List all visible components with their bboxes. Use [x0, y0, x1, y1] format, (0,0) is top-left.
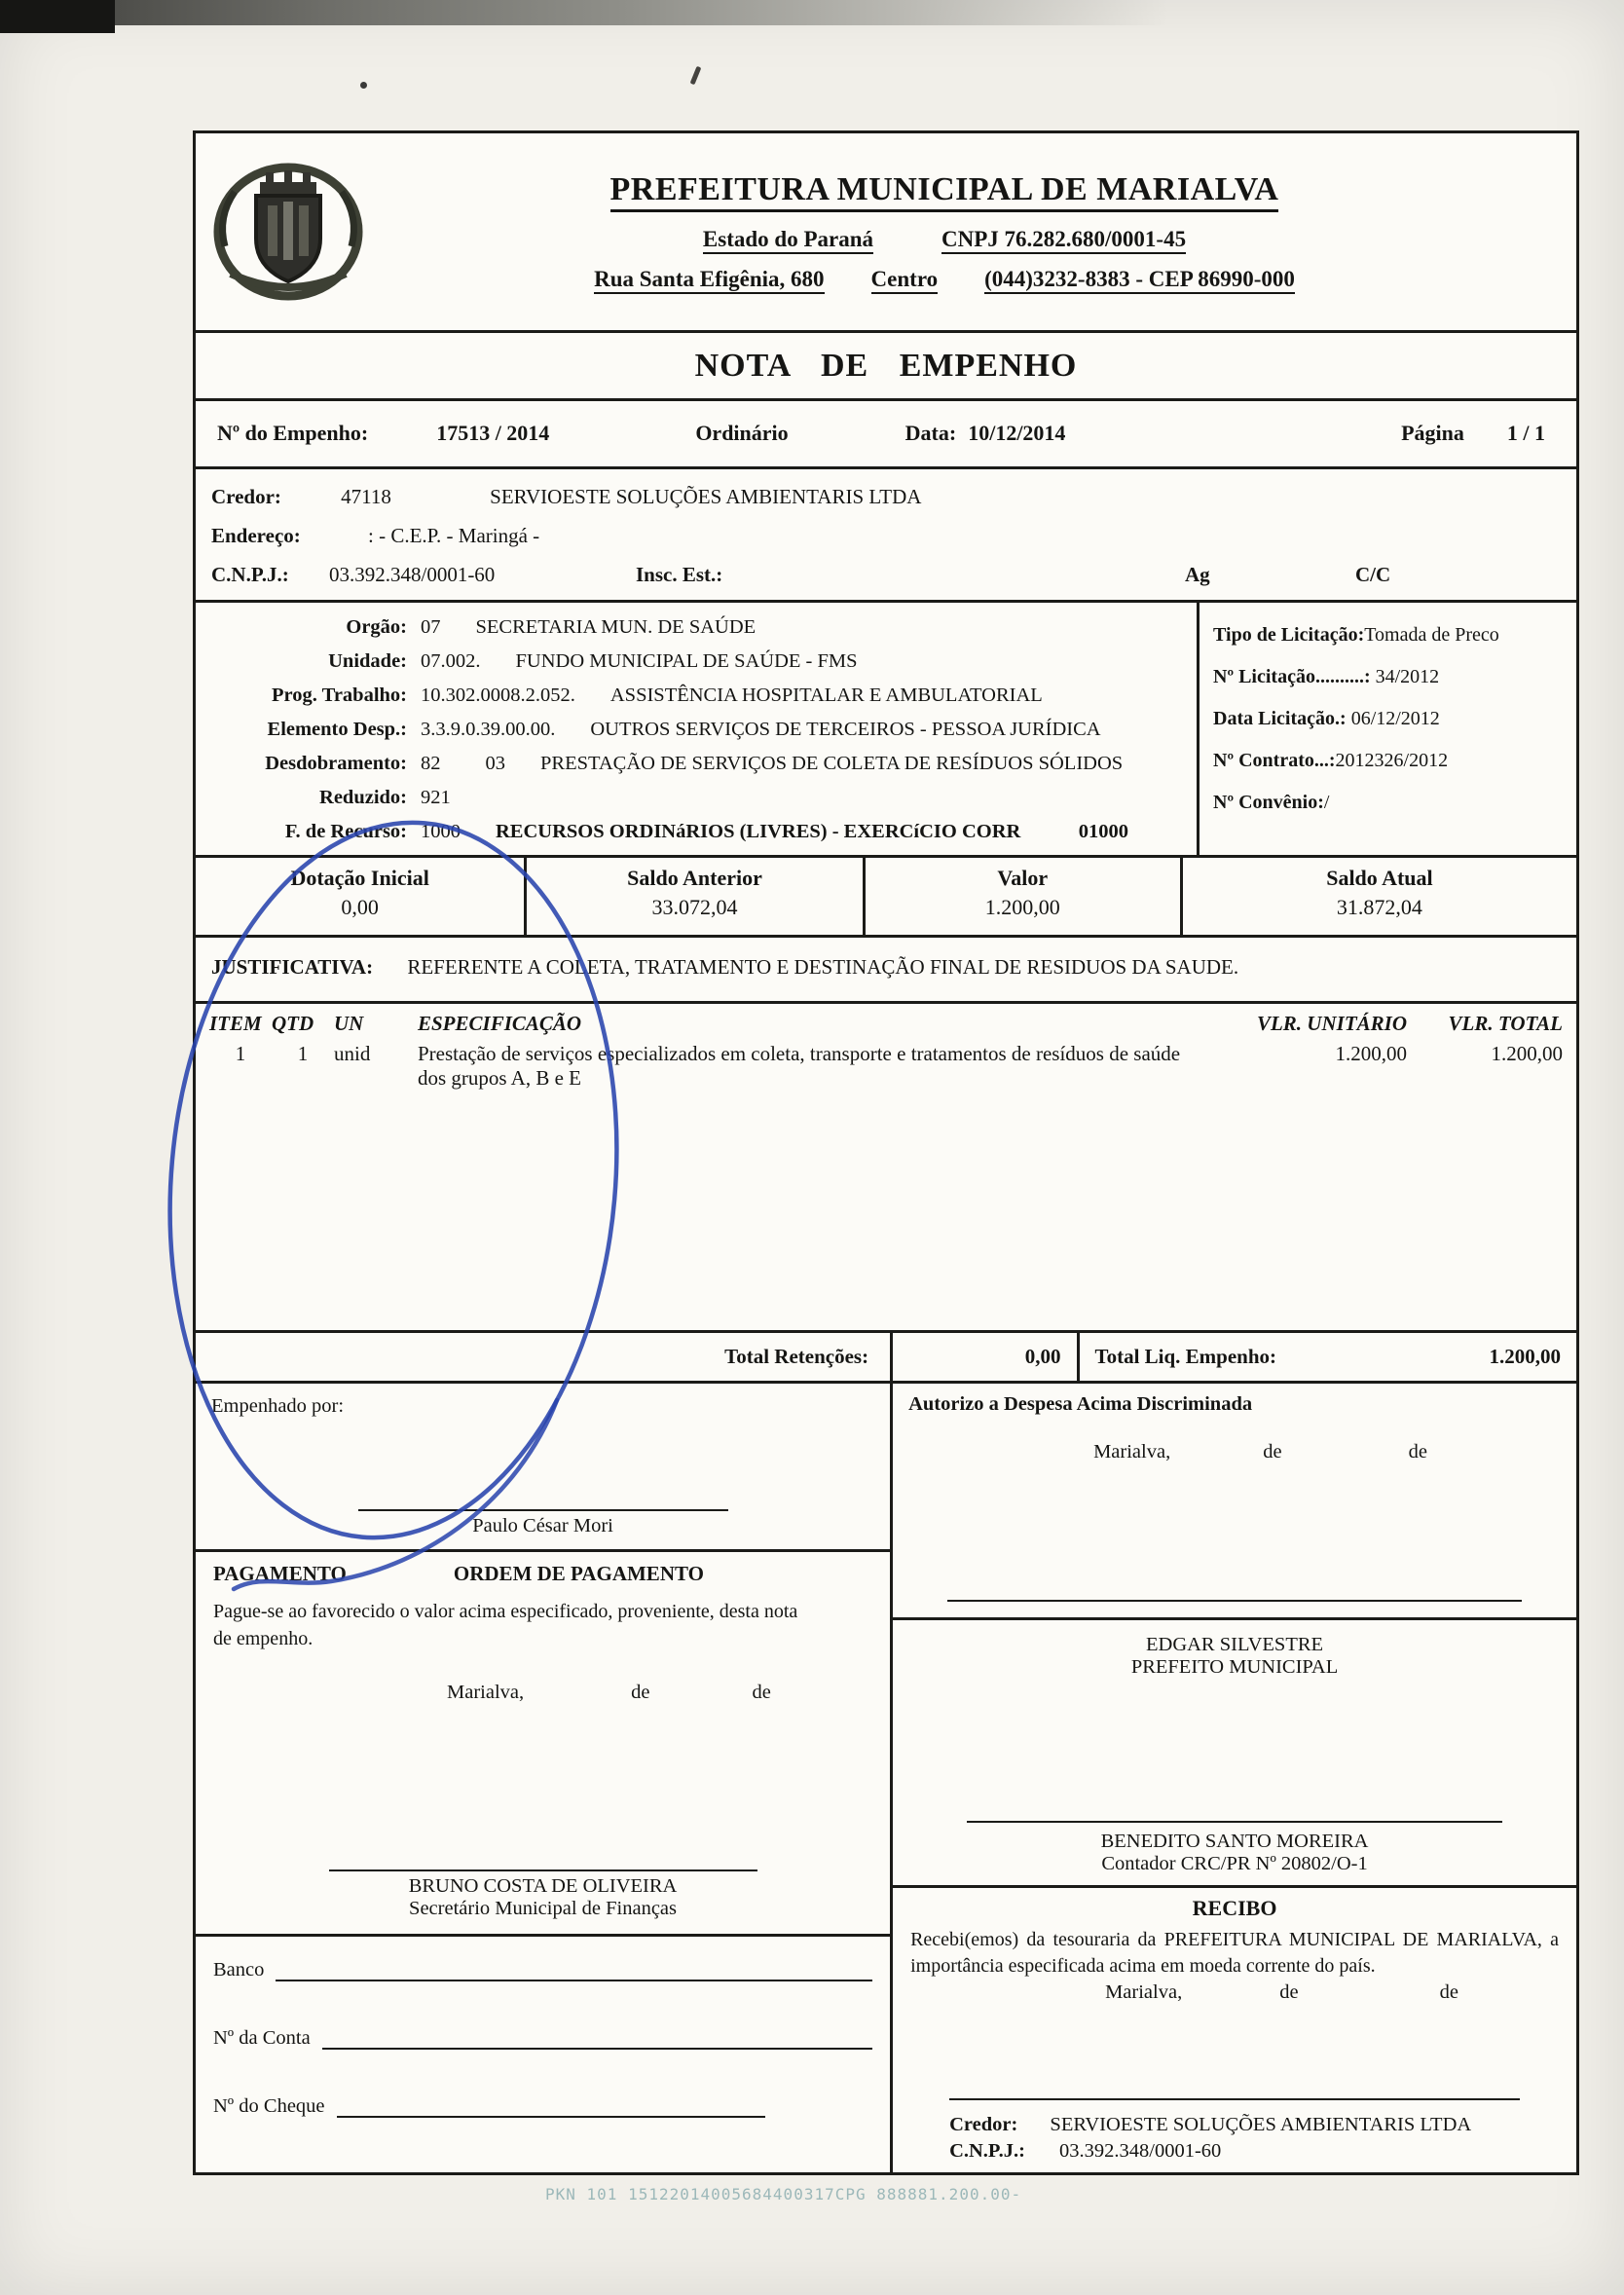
item-number: 1: [235, 1042, 246, 1066]
amounts-strip: [196, 858, 1576, 938]
pague-se-text: Pague-se ao favorecido o valor acima especificado, proveniente, desta nota de empenho.: [213, 1601, 798, 1650]
pagamento-title: PAGAMENTO: [213, 1562, 347, 1586]
data-licitacao-value: 06/12/2012: [1346, 707, 1440, 729]
col-qtd: QTD: [272, 1012, 314, 1036]
autorizo-block: [893, 1384, 1576, 1617]
elemento-desp-desc: OUTROS SERVIÇOS DE TERCEIROS - PESSOA JURÍDICA: [590, 718, 1101, 740]
fonte-recurso-label: F. de Recurso:: [284, 820, 407, 842]
dot-matrix-print: PKN 101 15122014005684400317CPG 888881.200.00-: [545, 2185, 1022, 2203]
valor-label: Valor: [997, 865, 1049, 890]
creditor-cnpj-value: 03.392.348/0001-60: [328, 562, 496, 586]
col-especificacao: ESPECIFICAÇÃO: [418, 1012, 582, 1036]
table-row: [196, 1038, 1576, 1094]
empenho-kind: Ordinário: [695, 421, 789, 446]
prog-trabalho-desc: ASSISTÊNCIA HOSPITALAR E AMBULATORIAL: [609, 684, 1043, 706]
municipality-coat-of-arms-logo: [196, 159, 381, 305]
signature-line: [949, 2098, 1520, 2100]
tipo-licitacao-value: Tomada de Preco: [1364, 623, 1499, 646]
left-column: [196, 1384, 893, 2172]
empenho-number-row: [196, 401, 1576, 468]
cnpj-label: CNPJ 76.282.680/0001-45: [941, 227, 1186, 254]
reduzido-label: Reduzido:: [319, 786, 407, 808]
col-vlr-total: VLR. TOTAL: [1448, 1012, 1563, 1036]
justification-row: [196, 938, 1576, 1005]
recibo-date-line: [910, 1981, 1559, 2004]
pagamento-block: [196, 1549, 890, 1934]
empenhado-por-label: Empenhado por:: [211, 1395, 345, 1418]
dotacao-inicial-cell: [196, 858, 527, 935]
fonte-recurso-code: 1000: [421, 820, 461, 842]
header-text: [381, 171, 1576, 292]
recibo-text: Recebi(emos) da tesouraria da PREFEITURA MUNICIPAL DE MARIALVA, a importância especificada acima em moeda corrente do país.: [910, 1929, 1559, 1978]
dotacao-inicial-label: Dotação Inicial: [290, 865, 429, 890]
document-header: [196, 133, 1576, 333]
address-value: : - C.E.P. - Maringá -: [368, 523, 540, 547]
account-row: [213, 2026, 872, 2050]
justification-text: REFERENTE A COLETA, TRATAMENTO E DESTINAÇÃO FINAL DE RESIDUOS DA SAUDE.: [407, 954, 1239, 979]
nota-de-empenho-document: [193, 130, 1579, 2175]
mayor-name: EDGAR SILVESTRE: [1146, 1634, 1324, 1656]
state-label: Estado do Paraná: [703, 227, 873, 254]
street-address: Rua Santa Efigênia, 680: [594, 267, 824, 294]
finance-secretary-role: Secretário Municipal de Finanças: [409, 1898, 677, 1920]
scan-artifact-top-band: [0, 0, 1188, 25]
fonte-recurso-desc: RECURSOS ORDINáRIOS (LIVRES) - EXERCíCIO CORR: [496, 820, 1021, 842]
conta-fill-line: [322, 2026, 872, 2050]
signature-line: [329, 1869, 757, 1871]
recibo-cnpj-value: 03.392.348/0001-60: [1059, 2140, 1222, 2163]
conta-label: Nº da Conta: [213, 2027, 311, 2050]
prog-trabalho-label: Prog. Trabalho:: [272, 684, 407, 706]
unidade-label: Unidade:: [328, 649, 407, 672]
creditor-label: Credor:: [211, 484, 281, 508]
address-label: Endereço:: [211, 523, 301, 547]
convenio-value: /: [1323, 791, 1330, 813]
pagamento-date-line: [213, 1682, 872, 1704]
desdobramento-code2: 03: [485, 752, 505, 774]
recibo-block: [893, 1885, 1576, 2172]
dotacao-inicial-value: 0,00: [341, 894, 379, 919]
totals-row: [196, 1333, 1576, 1384]
saldo-anterior-value: 33.072,04: [651, 894, 738, 919]
autorizo-date-line: [908, 1441, 1561, 1463]
desdobramento-code1: 82: [421, 752, 441, 774]
tipo-licitacao-label: Tipo de Licitação:: [1213, 623, 1365, 646]
orgao-desc: SECRETARIA MUN. DE SAÚDE: [475, 615, 757, 638]
valor-cell: [866, 858, 1183, 935]
items-table-header: [196, 1004, 1576, 1038]
item-vlr-unitario: 1.200,00: [1335, 1042, 1407, 1066]
saldo-atual-value: 31.872,04: [1336, 894, 1422, 919]
saldo-atual-label: Saldo Atual: [1326, 865, 1433, 890]
creditor-code: 47118: [341, 484, 391, 508]
budget-section: [196, 603, 1576, 858]
creditor-cnpj-label: C.N.P.J.:: [211, 562, 289, 586]
account-label: C/C: [1355, 562, 1391, 586]
pen-squiggle-mark: [690, 66, 702, 85]
saldo-atual-cell: [1183, 858, 1576, 935]
de-word: de: [1439, 1981, 1458, 2004]
total-liq-label: Total Liq. Empenho:: [1094, 1344, 1277, 1368]
valor-value: 1.200,00: [984, 894, 1060, 919]
elemento-desp-code: 3.3.9.0.39.00.00.: [421, 718, 556, 740]
signature-line: [358, 1509, 728, 1511]
accountant-role: Contador CRC/PR Nº 20802/O-1: [1101, 1853, 1368, 1875]
right-column: [893, 1384, 1576, 2172]
creditor-section: [196, 469, 1576, 603]
items-table: [196, 1004, 1576, 1333]
cheque-row: [213, 2094, 872, 2118]
mayor-role: PREFEITO MUNICIPAL: [1130, 1656, 1339, 1679]
unidade-code: 07.002.: [421, 649, 481, 672]
total-liq-value: 1.200,00: [1489, 1344, 1561, 1368]
elemento-desp-label: Elemento Desp.:: [267, 718, 407, 740]
contrato-label: Nº Contrato...:: [1213, 749, 1336, 771]
recibo-credor-label: Credor:: [949, 2114, 1018, 2136]
date-value: 10/12/2014: [968, 421, 1066, 446]
unidade-desc: FUNDO MUNICIPAL DE SAÚDE - FMS: [515, 649, 858, 672]
budget-classification: [196, 603, 1197, 855]
document-title: NOTA DE EMPENHO: [196, 333, 1576, 401]
signature-line: [967, 1821, 1501, 1823]
contrato-value: 2012326/2012: [1335, 749, 1449, 771]
desdobramento-label: Desdobramento:: [265, 752, 407, 774]
signature-line: [947, 1600, 1522, 1602]
page-value: 1 / 1: [1506, 421, 1545, 446]
de-word: de: [1408, 1441, 1427, 1463]
pen-dot-mark: [360, 82, 367, 89]
accountant-name: BENEDITO SANTO MOREIRA: [1100, 1831, 1369, 1853]
num-licitacao-label: Nº Licitação..........:: [1213, 665, 1371, 687]
convenio-label: Nº Convênio:: [1213, 791, 1324, 813]
saldo-anterior-cell: [527, 858, 865, 935]
creditor-name: SERVIOESTE SOLUÇÕES AMBIENTARIS LTDA: [490, 484, 922, 508]
item-vlr-total: 1.200,00: [1491, 1042, 1563, 1066]
num-licitacao-value: 34/2012: [1370, 665, 1440, 687]
ordem-pagamento-title: ORDEM DE PAGAMENTO: [453, 1562, 704, 1586]
municipality-title: PREFEITURA MUNICIPAL DE MARIALVA: [610, 171, 1279, 212]
bank-row: [213, 1958, 872, 1981]
empenhado-signer-name: Paulo César Mori: [472, 1515, 613, 1537]
col-vlr-unitario: VLR. UNITÁRIO: [1256, 1012, 1407, 1036]
date-label: Data:: [904, 421, 957, 446]
item-qtd: 1: [297, 1042, 309, 1066]
recibo-cnpj-label: C.N.P.J.:: [949, 2140, 1025, 2163]
item-un: unid: [334, 1042, 371, 1066]
coat-of-arms-icon: [211, 159, 365, 305]
bank-block: [196, 1934, 890, 2172]
empenho-number: 17513 / 2014: [436, 421, 550, 446]
state-registration-label: Insc. Est.:: [636, 562, 723, 586]
recibo-title: RECIBO: [1192, 1896, 1277, 1921]
signatures-section: [196, 1384, 1576, 2172]
total-retencoes-label: Total Retenções:: [196, 1333, 893, 1381]
fonte-recurso-num: 01000: [1078, 820, 1129, 842]
empenhado-block: [196, 1384, 890, 1549]
col-item: ITEM: [209, 1012, 262, 1036]
orgao-code: 07: [421, 615, 441, 638]
item-especificacao: Prestação de serviços especializados em coleta, transporte e tratamentos de resíduos de saúde dos grupos A, B e E: [418, 1042, 1181, 1091]
city-name: Marialva,: [447, 1682, 525, 1704]
cheque-label: Nº do Cheque: [213, 2095, 325, 2118]
justification-label: JUSTIFICATIVA:: [211, 954, 374, 979]
de-word: de: [631, 1682, 650, 1704]
de-word: de: [1279, 1981, 1299, 2004]
cheque-fill-line: [337, 2094, 766, 2118]
banco-label: Banco: [213, 1959, 265, 1981]
autorizo-title: Autorizo a Despesa Acima Discriminada: [908, 1393, 1253, 1416]
desdobramento-desc: PRESTAÇÃO DE SERVIÇOS DE COLETA DE RESÍDUOS SÓLIDOS: [540, 752, 1124, 774]
phone-cep: (044)3232-8383 - CEP 86990-000: [984, 267, 1295, 294]
de-word: de: [1263, 1441, 1282, 1463]
col-un: UN: [334, 1012, 364, 1036]
empenho-number-label: Nº do Empenho:: [217, 421, 369, 446]
recibo-credor-value: SERVIOESTE SOLUÇÕES AMBIENTARIS LTDA: [1050, 2114, 1472, 2136]
de-word: de: [752, 1682, 771, 1704]
orgao-label: Orgão:: [346, 615, 407, 638]
prefeito-block: [893, 1617, 1576, 1885]
page-label: Página: [1401, 421, 1464, 446]
scan-artifact-corner: [0, 0, 115, 33]
total-retencoes-value: 0,00: [893, 1333, 1079, 1381]
prog-trabalho-code: 10.302.0008.2.052.: [421, 684, 575, 706]
banco-fill-line: [276, 1958, 872, 1981]
agency-label: Ag: [1185, 562, 1210, 586]
licitacao-info: [1197, 603, 1576, 855]
district: Centro: [871, 267, 939, 294]
city-name: Marialva,: [1093, 1441, 1171, 1463]
city-name: Marialva,: [1105, 1981, 1183, 2004]
saldo-anterior-label: Saldo Anterior: [627, 865, 762, 890]
finance-secretary-name: BRUNO COSTA DE OLIVEIRA: [408, 1875, 678, 1898]
data-licitacao-label: Data Licitação.:: [1213, 707, 1347, 729]
reduzido-code: 921: [421, 786, 451, 808]
